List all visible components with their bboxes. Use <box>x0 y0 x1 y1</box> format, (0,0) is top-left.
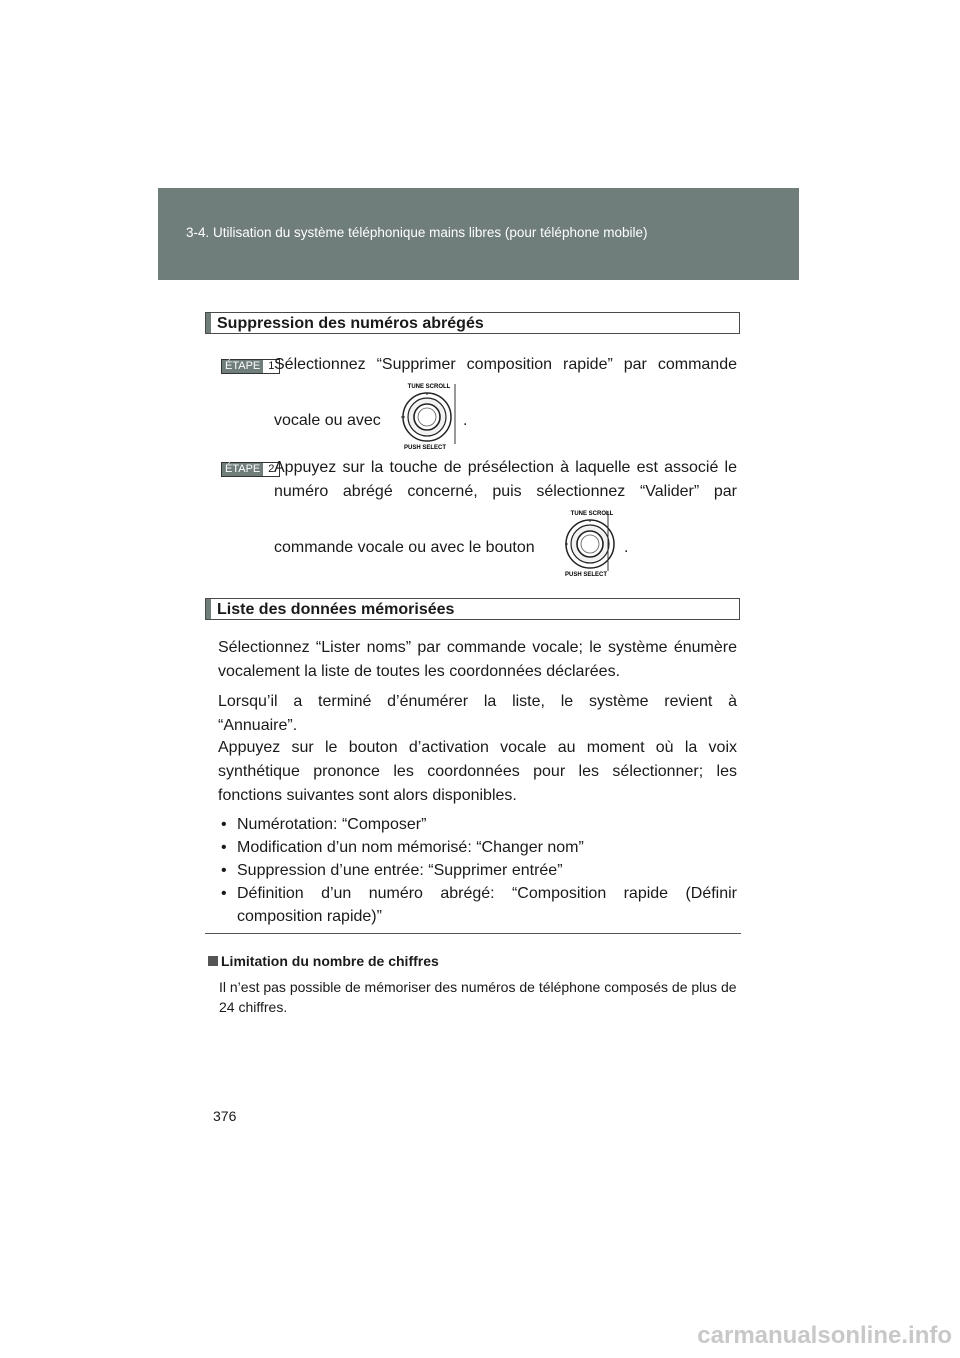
section-title: Suppression des numéros abrégés <box>217 315 484 332</box>
section-divider <box>205 933 741 934</box>
section2-para2-line1: Lorsqu’il a terminé d’énumérer la liste, le système revient à <box>218 693 737 710</box>
tune-scroll-knob-icon <box>399 380 463 450</box>
step-label: ÉTAPE <box>222 463 263 476</box>
step-badge-1 <box>221 359 280 374</box>
section-header-accent <box>206 313 211 333</box>
step1-line2-period: . <box>463 412 468 429</box>
chapter-header-band <box>158 188 799 280</box>
note-title-text: Limitation du nombre de chiffres <box>221 953 439 969</box>
step-badge-2 <box>221 462 280 477</box>
note-body: Il n’est pas possible de mémoriser des numéros de téléphone composés de plus de 24 chiffres. <box>219 979 737 1015</box>
watermark: carmanualsonline.info <box>697 1322 952 1349</box>
list-item <box>218 859 737 882</box>
section2-para2-line2: “Annuaire”. <box>218 717 298 734</box>
list-item <box>218 813 737 836</box>
section2-para3: Appuyez sur le bouton d’activation vocale au moment où la voix synthétique prononce les coordonnées pour les sélectionner; les fonctions suivantes sont alors disponibles. <box>218 739 737 804</box>
section2-para1: Sélectionnez “Lister noms” par commande vocale; le système énumère vocalement la liste de toutes les coordonnées déclarées. <box>218 639 737 680</box>
list-item-text: Numérotation: “Composer” <box>237 816 427 833</box>
section-header-liste <box>205 598 740 620</box>
bullet-dot: • <box>221 862 227 879</box>
section-header-suppression <box>205 312 740 334</box>
step-number: 1 <box>263 360 279 373</box>
square-bullet-icon <box>208 956 218 966</box>
section-header-accent <box>206 599 211 619</box>
note-title <box>208 953 439 969</box>
knob-bottom-label: PUSH SELECT <box>564 572 608 577</box>
knob-top-label: TUNE SCROLL <box>407 384 451 390</box>
step2-text: Appuyez sur la touche de présélection à laquelle est associé le numéro abrégé concerné, puis sélectionnez “Valider” par <box>274 459 737 500</box>
step2-last-line-period: . <box>624 539 629 556</box>
list-item <box>218 836 737 859</box>
knob-top-label: TUNE SCROLL <box>570 511 614 517</box>
knob-bottom-label: PUSH SELECT <box>403 445 447 450</box>
step-label: ÉTAPE <box>222 360 263 373</box>
step2-last-line: commande vocale ou avec le bouton <box>274 539 535 556</box>
tune-scroll-knob-icon <box>564 507 628 577</box>
list-item <box>218 882 737 928</box>
page-number: 376 <box>213 1108 237 1124</box>
bullet-dot: • <box>221 885 227 902</box>
chapter-title: 3-4. Utilisation du système téléphonique mains libres (pour téléphone mobile) <box>186 225 648 240</box>
list-item-text: Définition d’un numéro abrégé: “Composition rapide (Définir composition rapide)” <box>237 885 737 925</box>
list-item-text: Modification d’un nom mémorisé: “Changer nom” <box>237 839 584 856</box>
list-item-text: Suppression d’une entrée: “Supprimer entrée” <box>237 862 563 879</box>
bullet-dot: • <box>221 839 227 856</box>
step1-line2: vocale ou avec <box>274 412 381 429</box>
bullet-dot: • <box>221 816 227 833</box>
step-number: 2 <box>263 463 279 476</box>
step1-line1: Sélectionnez “Supprimer composition rapide” par commande <box>274 356 737 373</box>
section-title: Liste des données mémorisées <box>217 601 455 618</box>
